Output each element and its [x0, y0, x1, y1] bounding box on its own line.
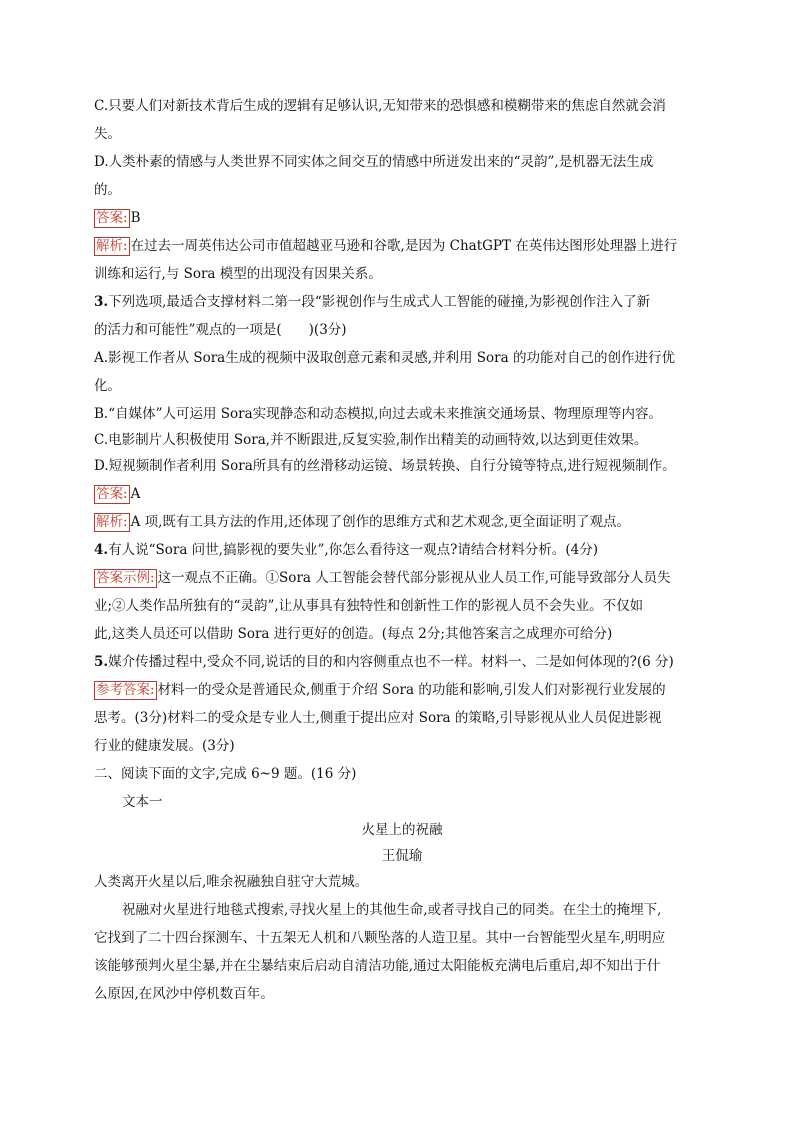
section-two-heading: [94, 764, 710, 784]
text: 人类离开火星以后,唯余祝融独自驻守大荒城。: [94, 874, 369, 890]
text: C.只要人们对新技术背后生成的逻辑有足够认识,无知带来的恐惧感和模糊带来的焦虑自然就会消: [94, 98, 666, 114]
text: 的。: [94, 182, 121, 198]
analysis-line-2: [94, 512, 710, 532]
option-d-line: [94, 152, 710, 172]
story-paragraph-2: [122, 900, 710, 920]
question-text: 有人说“Sora 问世,搞影视的要失业”,你怎么看待这一观点?请结合材料分析。(4分): [108, 542, 599, 558]
text: 行业的健康发展。(3分): [94, 738, 235, 754]
question-3: [94, 292, 710, 312]
question-number: 3.: [94, 294, 109, 310]
story-author: [94, 846, 710, 866]
text-one-label: [122, 792, 710, 812]
answer-line-2: [94, 484, 710, 504]
story-paragraph-2-cont-3: [94, 984, 710, 1004]
reference-answer-line: [94, 680, 710, 700]
text: 火星上的祝融: [361, 822, 443, 838]
answer-tag: 答案:: [96, 486, 128, 502]
analysis-text: 在过去一周英伟达公司市值超越亚马逊和谷歌,是因为 ChatGPT 在英伟达图形处理器上进行: [130, 238, 678, 254]
analysis-tag: 解析:: [96, 238, 128, 254]
text: 训练和运行,与 Sora 模型的出现没有因果关系。: [94, 266, 382, 282]
reference-answer-text: 材料一的受众是普通民众,侧重于介绍 Sora 的功能和影响,引发人们对影视行业发展的: [157, 682, 666, 698]
question-text: 媒介传播过程中,受众不同,说话的目的和内容侧重点也不一样。材料一、二是如何体现的?(6 分): [108, 654, 674, 670]
reference-answer-cont-1: [94, 708, 710, 728]
option-c-line-cont: [94, 124, 710, 144]
story-paragraph-2-cont-2: [94, 956, 710, 976]
question-3-cont: [94, 320, 710, 340]
reference-answer-tag: 参考答案:: [96, 682, 155, 698]
option-a-line-cont: [94, 376, 710, 396]
question-text: 下列选项,最适合支撑材料二第一段“影视创作与生成式人工智能的碰撞,为影视创作注入了新: [108, 294, 651, 310]
sample-answer-line: [94, 568, 710, 588]
sample-answer-cont-1: [94, 596, 710, 616]
question-number: 5.: [94, 654, 109, 670]
text: 祝融对火星进行地毯式搜索,寻找火星上的其他生命,或者寻找自己的同类。在尘土的掩埋下,: [122, 902, 662, 918]
text: 化。: [94, 378, 121, 394]
option-c-line-2: [94, 430, 710, 450]
text: A.影视工作者从 Sora生成的视频中汲取创意元素和灵感,并利用 Sora 的功能对自己的创作进行优: [94, 350, 675, 366]
answer-line: [94, 208, 710, 228]
text: 的活力和可能性”观点的一项是( )(3分): [94, 322, 347, 338]
text: D.人类朴素的情感与人类世界不同实体之间交互的情感中所迸发出来的“灵韵”,是机器无法生成: [94, 154, 654, 170]
option-b-line: [94, 404, 710, 424]
text: 二、阅读下面的文字,完成 6~9 题。(16 分): [94, 766, 357, 782]
text: 么原因,在风沙中停机数百年。: [94, 986, 274, 1002]
text: 思考。(3分)材料二的受众是专业人士,侧重于提出应对 Sora 的策略,引导影视从业人员促进影视: [94, 710, 662, 726]
answer-tag: 答案:: [96, 210, 128, 226]
text: 此,这类人员还可以借助 Sora 进行更好的创造。(每点 2分;其他答案言之成理亦可给分): [94, 626, 613, 642]
story-paragraph-1: [94, 872, 710, 892]
text: C.电影制片人积极使用 Sora,并不断跟进,反复实验,制作出精美的动画特效,以达到更佳效果。: [94, 432, 648, 448]
text: D.短视频制作者利用 Sora所具有的丝滑移动运镜、场景转换、自行分镜等特点,进行短视频制作。: [94, 458, 676, 474]
story-paragraph-2-cont-1: [94, 928, 710, 948]
analysis-tag: 解析:: [96, 514, 128, 530]
option-c-line: [94, 96, 710, 116]
reference-answer-cont-2: [94, 736, 710, 756]
analysis-text: A 项,既有工具方法的作用,还体现了创作的思维方式和艺术观念,更全面证明了观点。: [130, 514, 630, 530]
option-d-line-cont: [94, 180, 710, 200]
text: 失。: [94, 126, 121, 142]
answer-value: A: [130, 486, 141, 502]
option-d-line-2: [94, 456, 710, 476]
text: B.“自媒体”人可运用 Sora实现静态和动态模拟,向过去或未来推演交通场景、物理原理等内容。: [94, 406, 662, 422]
analysis-line-cont: [94, 264, 710, 284]
text: 该能够预判火星尘暴,并在尘暴结束后启动自清洁功能,通过太阳能板充满电后重启,却不知出于什: [94, 958, 661, 974]
question-4: [94, 540, 710, 560]
text: 王侃瑜: [381, 848, 423, 864]
text: 业;②人类作品所独有的“灵韵”,让从事具有独特性和创新性工作的影视人员不会失业。不仅如: [94, 598, 644, 614]
question-number: 4.: [94, 542, 109, 558]
text: 文本一: [122, 794, 163, 810]
sample-answer-text: 这一观点不正确。①Sora 人工智能会替代部分影视从业人员工作,可能导致部分人员失: [157, 570, 671, 586]
sample-answer-tag: 答案示例:: [96, 570, 155, 586]
story-title: [94, 820, 710, 840]
text: 它找到了二十四台探测车、十五架无人机和八颗坠落的人造卫星。其中一台智能型火星车,明明应: [94, 930, 666, 946]
sample-answer-cont-2: [94, 624, 710, 644]
option-a-line: [94, 348, 710, 368]
question-5: [94, 652, 710, 672]
analysis-line: [94, 236, 710, 256]
answer-value: B: [130, 210, 141, 226]
